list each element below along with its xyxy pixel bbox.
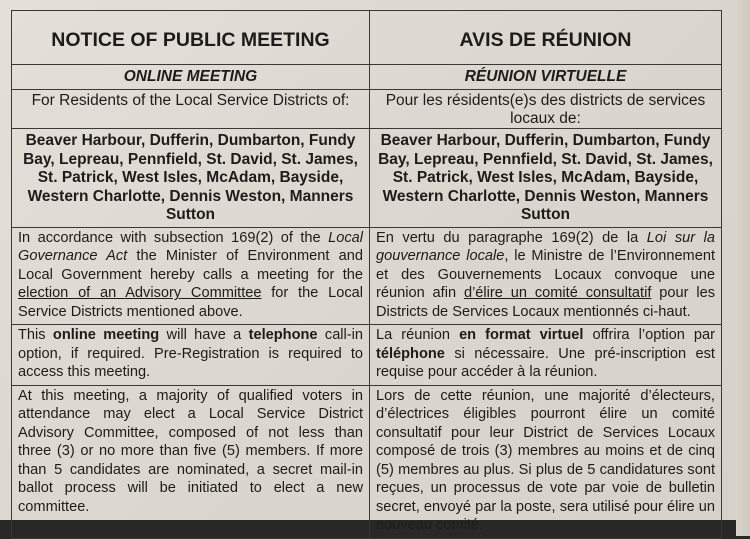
- format-row: [12, 325, 722, 386]
- online-emphasis: en format virtuel: [459, 327, 584, 344]
- meeting-purpose: election of an Advisory Committee: [18, 285, 262, 302]
- text-segment: the Minister of Environment and Local Government hereby calls a meeting for the: [18, 248, 363, 283]
- title-row: [12, 11, 722, 65]
- text-segment: En vertu du paragraphe 169(2) de la: [376, 229, 647, 246]
- bilingual-notice-table: [11, 10, 722, 539]
- french-authority-paragraph: [370, 227, 722, 325]
- telephone-emphasis: téléphone: [376, 345, 445, 362]
- text-segment: This: [18, 327, 53, 344]
- text-segment: call-in option, if required. Pre-Registration is required to access this meeting.: [18, 327, 364, 381]
- english-format-paragraph: [12, 325, 370, 386]
- text-segment: for the Local Service Districts mentioned above.: [18, 285, 363, 320]
- text-segment: pour les Districts de Services Locaux mentionnés ci-haut.: [376, 285, 715, 320]
- french-subtitle: RÉUNION VIRTUELLE: [370, 65, 722, 90]
- english-authority-paragraph: [12, 227, 370, 325]
- text-segment: , le Ministre de l’Environnement et des Gouvernements Locaux convoque une réunion afin: [376, 248, 715, 302]
- authority-row: [12, 227, 722, 325]
- text-segment: si nécessaire. Une pré-inscription est requise pour accéder à la réunion.: [376, 345, 715, 381]
- subtitle-row: [12, 65, 722, 90]
- text-segment: will have a: [159, 327, 249, 344]
- french-format-paragraph: [370, 325, 722, 386]
- telephone-emphasis: telephone: [248, 327, 318, 344]
- french-voting-paragraph: Lors de cette réunion, une majorité d’électeurs, d’électrices éligibles pourront élire un comité consultatif pour leur District de Services Locaux composé de trois (3) membres au moins et de cinq (5) membres au plus. Si plus de 5 candidatures sont reçues, un processus de vote par voie de bulletin secret, envoyé par la poste, sera utilisé pour élire un nouveau comité.: [370, 385, 722, 538]
- text-segment: offrira l’option par: [583, 327, 716, 344]
- act-name: Local Governance Act: [18, 229, 363, 265]
- english-residents-intro: For Residents of the Local Service Districts of:: [12, 90, 370, 129]
- paper-edge: [736, 0, 750, 536]
- text-segment: In accordance with subsection 169(2) of the: [18, 229, 329, 246]
- voting-row: [12, 385, 722, 538]
- districts-row: [12, 129, 722, 228]
- french-districts-list: Beaver Harbour, Dufferin, Dumbarton, Fundy Bay, Lepreau, Pennfield, St. David, St. James, St. Patrick, West Isles, McAdam, Bayside, Western Charlotte, Dennis Weston, Manners Sutton: [370, 129, 722, 228]
- online-emphasis: online meeting: [52, 327, 160, 344]
- english-districts-list: Beaver Harbour, Dufferin, Dumbarton, Fundy Bay, Lepreau, Pennfield, St. David, St. James, St. Patrick, West Isles, McAdam, Bayside, Western Charlotte, Dennis Weston, Manners Sutton: [12, 129, 370, 228]
- act-name: Loi sur la gouvernance locale: [376, 229, 715, 265]
- text-segment: La réunion: [376, 327, 460, 344]
- meeting-purpose: d’élire un comité consultatif: [463, 285, 652, 302]
- french-residents-intro: Pour les résidents(e)s des districts de services locaux de:: [370, 90, 722, 129]
- english-title: NOTICE OF PUBLIC MEETING: [12, 11, 370, 65]
- french-title: AVIS DE RÉUNION: [370, 11, 722, 65]
- english-subtitle: ONLINE MEETING: [12, 65, 370, 90]
- residents-row: [12, 90, 722, 129]
- english-voting-paragraph: At this meeting, a majority of qualified voters in attendance may elect a Local Service District Advisory Committee, composed of not less than three (3) or no more than five (5) members. If more than 5 candidates are nominated, a secret mail-in ballot process will be initiated to elect a new committee.: [12, 385, 370, 538]
